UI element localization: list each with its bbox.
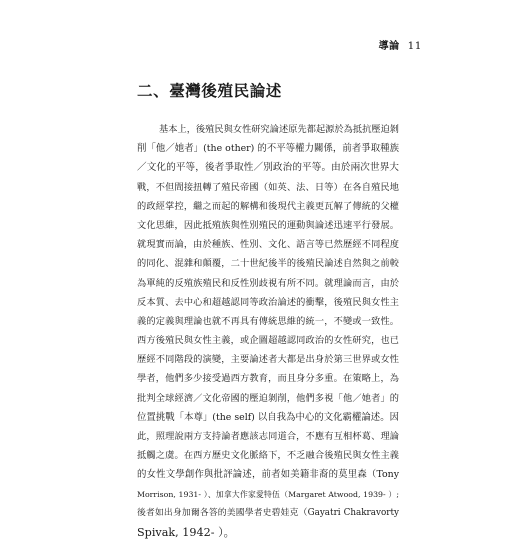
text-line: 基本上，後殖民與女性研究論述原先都起源於為抵抗壓迫剝	[159, 124, 399, 135]
text-line: Morrison, 1931- ）、加拿大作家愛特伍（Margaret Atwood, 1939- ）;	[137, 489, 399, 499]
running-head-title: 導論	[378, 41, 400, 52]
section-heading: 二、臺灣後殖民論述	[137, 82, 282, 100]
text-line: 就現實而論，由於種族、性別、文化、語言等已然歷經不同程度	[137, 239, 399, 251]
text-line: 削「他／她者」(the other) 的不平等權力關係，前者爭取種族	[137, 143, 399, 155]
text-line: ／文化的平等，後者爭取性／別政治的平等。由於兩次世界大	[137, 162, 399, 174]
body-paragraph	[137, 120, 399, 542]
text-line: 文化思維，因此抵殖族與性別殖民的運動與論述迅速平行發展。	[137, 219, 399, 231]
text-line: 的女性文學創作與批評論述，前者如美籍非裔的莫里森（Tony	[137, 469, 399, 481]
text-line: 批判全球經濟／文化帝國的壓迫剝削，他們多視「他／她者」的	[137, 392, 399, 404]
text-line: 反本質、去中心和超越認同等政治論述的衝擊，後殖民與女性主	[137, 296, 399, 308]
text-line: 歷經不同階段的演變，主要論述者大都是出身於第三世界或女性	[137, 354, 399, 366]
text-line: 義的定義與理論也就不再具有傳統思維的統一，不變或一致性。	[137, 315, 399, 327]
text-line: 後者如出身加爾各答的美國學者史碧娃克（Gayatri Chakravorty	[137, 507, 399, 518]
text-line: 學者，他們多少接受過西方教育，而且身分多重。在策略上，為	[137, 373, 399, 385]
text-line: 的同化、混雜和顛覆，二十世紀後半的後殖民論述自然與之前較	[137, 258, 399, 270]
text-line: 戰，不但間接扭轉了殖民帝國（如英、法、日等）在各自殖民地	[137, 181, 399, 193]
text-line: 位置挑戰「本尊」(the self) 以自我為中心的文化霸權論述。因	[137, 411, 399, 423]
text-line: Spivak, 1942- ）。	[137, 525, 235, 539]
text-line: 西方後殖民與女性主義，或企圖超越認同政治的女性研究，也已	[137, 335, 399, 347]
running-head	[379, 37, 422, 52]
text-line: 此，照理說兩方支持論者應該志同道合，不應有互相杯葛、理論	[137, 431, 399, 442]
text-line: 為單純的反殖族殖民和反性別歧視有所不同。就理論而言，由於	[137, 277, 399, 289]
text-line: 的政經掌控，繼之而起的解構和後現代主義更瓦解了傳統的父權	[137, 200, 399, 212]
text-line: 抵觸之虞。在西方歷史文化脈絡下，不乏融合後殖民與女性主義	[137, 450, 399, 462]
page-number: 11	[407, 40, 422, 52]
